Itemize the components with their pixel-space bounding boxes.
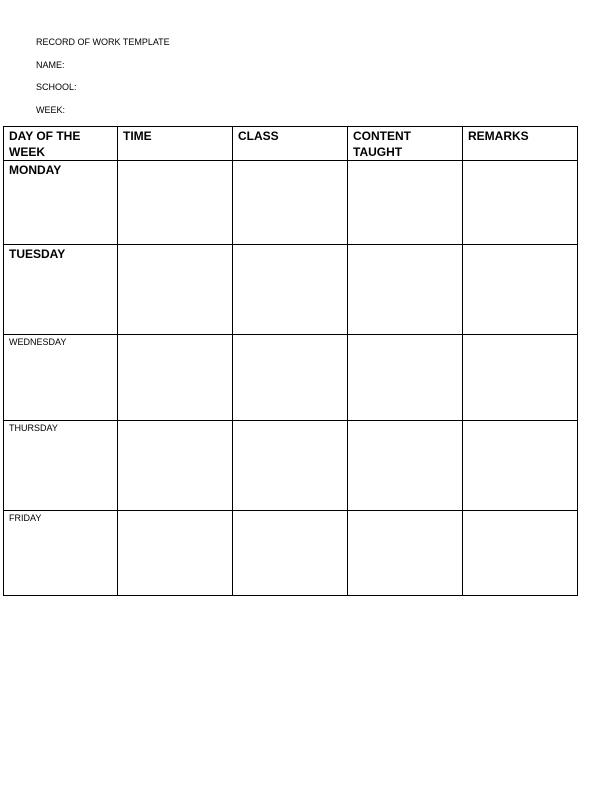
time-cell[interactable] bbox=[118, 421, 233, 511]
content-cell[interactable] bbox=[348, 335, 463, 421]
time-cell[interactable] bbox=[118, 245, 233, 335]
content-cell[interactable] bbox=[348, 161, 463, 245]
column-header-class: CLASS bbox=[233, 127, 348, 161]
remarks-cell[interactable] bbox=[463, 245, 578, 335]
school-label: SCHOOL: bbox=[36, 82, 77, 92]
day-cell-wednesday: WEDNESDAY bbox=[4, 335, 118, 421]
content-cell[interactable] bbox=[348, 511, 463, 596]
column-header-content: CONTENT TAUGHT bbox=[348, 127, 463, 161]
name-label: NAME: bbox=[36, 60, 65, 70]
day-cell-monday: MONDAY bbox=[4, 161, 118, 245]
column-header-time: TIME bbox=[118, 127, 233, 161]
table-header-row bbox=[4, 127, 578, 161]
content-cell[interactable] bbox=[348, 245, 463, 335]
table-row bbox=[4, 245, 578, 335]
remarks-cell[interactable] bbox=[463, 335, 578, 421]
table-row bbox=[4, 161, 578, 245]
table-row bbox=[4, 511, 578, 596]
content-cell[interactable] bbox=[348, 421, 463, 511]
time-cell[interactable] bbox=[118, 511, 233, 596]
remarks-cell[interactable] bbox=[463, 161, 578, 245]
day-cell-thursday: THURSDAY bbox=[4, 421, 118, 511]
column-header-day: DAY OF THE WEEK bbox=[4, 127, 118, 161]
class-cell[interactable] bbox=[233, 421, 348, 511]
table-row bbox=[4, 421, 578, 511]
class-cell[interactable] bbox=[233, 245, 348, 335]
class-cell[interactable] bbox=[233, 335, 348, 421]
class-cell[interactable] bbox=[233, 161, 348, 245]
column-header-remarks: REMARKS bbox=[463, 127, 578, 161]
record-of-work-table bbox=[3, 126, 578, 596]
class-cell[interactable] bbox=[233, 511, 348, 596]
table-row bbox=[4, 335, 578, 421]
document-title: RECORD OF WORK TEMPLATE bbox=[36, 37, 170, 47]
day-cell-tuesday: TUESDAY bbox=[4, 245, 118, 335]
week-label: WEEK: bbox=[36, 105, 66, 115]
time-cell[interactable] bbox=[118, 335, 233, 421]
remarks-cell[interactable] bbox=[463, 511, 578, 596]
day-cell-friday: FRIDAY bbox=[4, 511, 118, 596]
time-cell[interactable] bbox=[118, 161, 233, 245]
remarks-cell[interactable] bbox=[463, 421, 578, 511]
